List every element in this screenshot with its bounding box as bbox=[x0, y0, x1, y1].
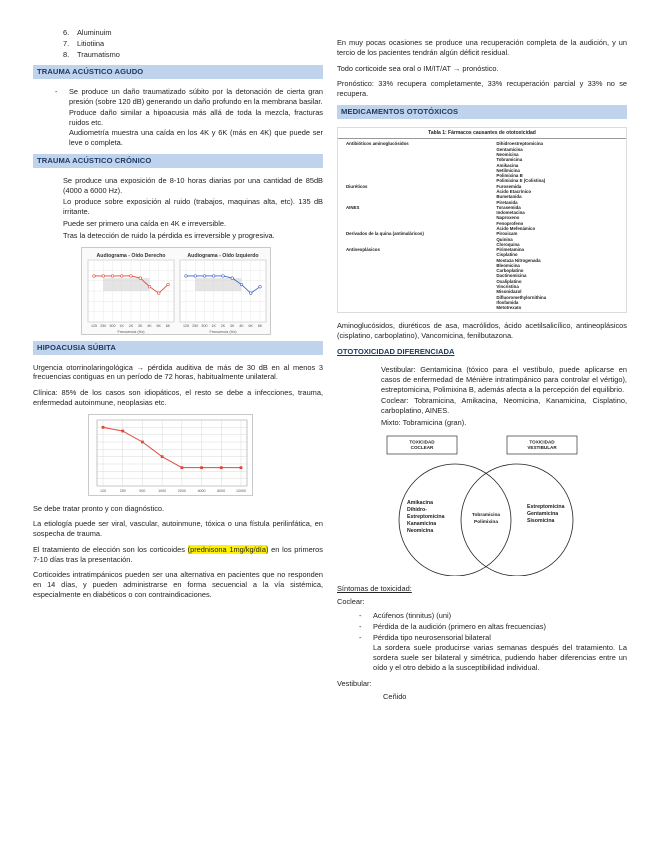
tick-label: 1K bbox=[119, 323, 124, 328]
table-cell: Carboplatino bbox=[496, 268, 524, 274]
table-cell: Fenoprofeno bbox=[496, 220, 524, 226]
section-header-medicamentos: MEDICAMENTOS OTOTÓXICOS bbox=[337, 105, 627, 119]
tick-label: 12000 bbox=[236, 488, 246, 493]
tick-label: 500 bbox=[201, 323, 208, 328]
table-cell: Naproxeno bbox=[496, 215, 520, 221]
table-cell: Mostaza Nitrogenada bbox=[496, 257, 541, 263]
paragraph: Corticoides intratimpánicos pueden ser una alternativa en pacientes que no responden en 14 días, y pueden administrarse en forma secuencial a la vía sistémica, especialmente en diabéticos o con contraindicaciones. bbox=[33, 570, 323, 599]
venn-item: Polimixina bbox=[474, 519, 498, 525]
data-point bbox=[130, 274, 133, 277]
data-point bbox=[102, 426, 105, 429]
paragraph: El tratamiento de elección son los corticoides (prednisona 1mg/kg/día) en los primeros 7-10 días tras la presentación. bbox=[33, 544, 323, 564]
paragraph: Lo produce sobre exposición al ruido (trabajos, maquinas alta, etc). 135 dB irritante. bbox=[63, 197, 323, 217]
numbered-list bbox=[63, 28, 323, 59]
tick-label: 1K bbox=[211, 323, 216, 328]
venn-item: Neomicina bbox=[407, 527, 434, 534]
coclear-label: Coclear: bbox=[337, 597, 365, 607]
paragraph: Coclear: Tobramicina, Amikacina, Neomicina, Kanamicina, Cisplatino, carboplatino, AINES. bbox=[381, 396, 627, 416]
table-cell: Tobramicina bbox=[496, 157, 523, 163]
data-point bbox=[157, 291, 160, 294]
list-item: 7. Litiotiina bbox=[63, 38, 105, 48]
data-point bbox=[249, 291, 252, 294]
table-cell: Dactinomicina bbox=[496, 273, 527, 279]
tick-label: 3K bbox=[138, 323, 143, 328]
table-cell: Pirimetamina bbox=[496, 247, 524, 253]
data-point bbox=[167, 283, 170, 286]
venn-item: Estreptomicina bbox=[527, 503, 565, 510]
tick-label: 8K bbox=[165, 323, 171, 328]
data-point bbox=[161, 455, 164, 458]
data-point bbox=[231, 276, 234, 279]
paragraph: Vestibular: Gentamicina (tóxico para el vestíbulo, puede aplicarse en casos de enfermedad de Ménière intratimpánico para controlar el vértigo), estreptomicina, Polimixina B, además afecta a la percepción del equilibrio. bbox=[381, 364, 627, 394]
right-column bbox=[337, 38, 627, 702]
audiogram-figure bbox=[81, 247, 271, 335]
left-column bbox=[33, 28, 323, 606]
table-row bbox=[338, 305, 626, 310]
data-point bbox=[102, 274, 105, 277]
paragraph: La etiología puede ser viral, vascular, autoinmune, tóxica o una fístula perilinfática, en sospecha de trauma. bbox=[33, 519, 323, 539]
section-header-hipoacusia-subita: HIPOACUSIA SÚBITA bbox=[33, 341, 323, 355]
venn-left-label: TOXICIDAD COCLEAR bbox=[409, 439, 435, 450]
data-point bbox=[212, 274, 215, 277]
venn-item: Sisomicina bbox=[527, 517, 555, 524]
table-cell: Bleomicina bbox=[496, 262, 520, 268]
data-point bbox=[139, 276, 142, 279]
venn-svg bbox=[377, 434, 597, 576]
ototoxicidad-text bbox=[381, 365, 627, 428]
venn-item: Tobramicina bbox=[471, 512, 501, 518]
coclear-list bbox=[359, 611, 627, 673]
table-cell: Antineoplásicos bbox=[346, 247, 380, 253]
table-cell: Misonidazol bbox=[496, 289, 522, 295]
trauma-agudo-list bbox=[55, 87, 323, 148]
data-point bbox=[148, 285, 151, 288]
data-point bbox=[185, 274, 188, 277]
paragraph: Aminoglucósidos, diuréticos de asa, macrólidos, ácido acetilsalicílico, antineoplásicos (cisplatino, carboplatino), Vancomicina, fenilbutazona. bbox=[337, 321, 627, 341]
tick-label: 4K bbox=[239, 323, 244, 328]
audiogram-chart bbox=[82, 248, 272, 336]
list-item: - Pérdida tipo neurosensorial bilateral bbox=[359, 633, 627, 643]
table-cell: Amikacina bbox=[496, 162, 519, 168]
tick-label: 2000 bbox=[177, 488, 186, 493]
venn-item: Gentamicina bbox=[527, 510, 559, 517]
data-point bbox=[121, 429, 124, 432]
table-cell: Ácido Etacrínico bbox=[496, 188, 532, 194]
list-item: La sordera suele producirse varias semanas después del tratamiento. La sordera suele ser bilateral y simétrica, pudiendo haber diferencias entre un oído y el otro debido a la susceptibilidad individual. bbox=[373, 643, 627, 672]
list-item: - Pérdida de la audición (primero en altas frecuencias) bbox=[359, 622, 627, 632]
table-cell: Furosemida bbox=[496, 183, 522, 189]
table-cell: Ifosfamida bbox=[496, 299, 519, 305]
vestibular-label: Vestibular: bbox=[337, 678, 372, 688]
data-point bbox=[200, 466, 203, 469]
trauma-cronico-text bbox=[63, 176, 323, 241]
tick-label: 2K bbox=[220, 323, 226, 328]
tick-label: 125 bbox=[91, 323, 97, 328]
tick-label: 250 bbox=[100, 323, 107, 328]
table-cell: Antibióticos aminoglucósidos bbox=[346, 141, 409, 147]
table-cell: Dihidroestreptomicina bbox=[496, 141, 543, 147]
tick-label: 6K bbox=[248, 323, 253, 328]
data-point bbox=[220, 466, 223, 469]
list-item: - Acúfenos (tinnitus) (uni) bbox=[359, 611, 627, 621]
list-item: - Se produce un daño traumatizado súbito por la detonación de cierta gran presión (sobre 120 dB) generando un daño profundo en la membrana basilar. bbox=[55, 87, 323, 107]
section-header-trauma-agudo: TRAUMA ACÚSTICO AGUDO bbox=[33, 65, 323, 79]
table-cell bbox=[338, 305, 496, 310]
tick-label: 250 bbox=[192, 323, 199, 328]
tick-label: 125 bbox=[183, 323, 189, 328]
table-cell: Quinina bbox=[496, 236, 513, 242]
data-point bbox=[141, 440, 144, 443]
sintomas-title: Síntomas de toxicidad: bbox=[337, 583, 412, 593]
paragraph: En muy pocas ocasiones se produce una recuperación completa de la audición, y un tercio de los pacientes tendrán algún déficit residual. bbox=[337, 38, 627, 57]
tick-label: 2K bbox=[128, 323, 134, 328]
table-cell: Polimixina E (Colistina) bbox=[496, 178, 546, 184]
audiogram-title: Audiograma - Oído Derecho bbox=[96, 252, 166, 259]
table-cell: AINES bbox=[346, 204, 360, 210]
paragraph: Tras la detección de ruido la pérdida es irreversible y progresiva. bbox=[63, 230, 275, 240]
table-cell: Neomicina bbox=[496, 152, 519, 157]
data-point bbox=[259, 285, 262, 288]
data-point bbox=[120, 274, 123, 277]
hearing-loss-chart bbox=[89, 415, 254, 497]
table-cell: Diuréticos bbox=[346, 183, 368, 189]
table-cell: Cloroquina bbox=[496, 241, 520, 247]
data-point bbox=[180, 466, 183, 469]
ototoxic-drugs-table bbox=[337, 127, 627, 314]
table-cell: Derivados de la quina (antimaláricos) bbox=[346, 231, 424, 237]
tick-label: 6K bbox=[156, 323, 161, 328]
paragraph: Urgencia otorrinolaringológica → pérdida auditiva de más de 30 dB en al menos 3 frecuencias contiguas en un período de 72 horas, habitualmente unilateral. bbox=[33, 362, 323, 382]
data-point bbox=[222, 274, 225, 277]
list-item: Produce daño similar a hipoacusia más allá de toda la mezcla, fracturas ruidos etc. bbox=[69, 107, 323, 127]
table-cell: Indometacina bbox=[496, 210, 525, 216]
venn-item: Kanamicina bbox=[407, 520, 437, 527]
axis-label: Frecuencia (Hz) bbox=[209, 329, 237, 334]
tick-label: 1000 bbox=[158, 488, 167, 493]
list-item: Audiometría muestra una caída en los 4K y 6K (más en 4K) que puede ser leve o completa. bbox=[69, 128, 323, 148]
section-header-ototoxicidad-diferenciada: OTOTOXICIDAD DIFERENCIADA bbox=[337, 346, 455, 356]
paragraph: Clínica: 85% de los casos son idiopáticos, el resto se debe a infecciones, trauma, enfermedad autoinmune, neoplasias etc. bbox=[33, 388, 323, 407]
data-point bbox=[203, 274, 206, 277]
table-cell: Ácido Mefenámico bbox=[496, 225, 536, 231]
table-title: Tabla 1: Fármacos causantes de ototoxicidad bbox=[338, 128, 626, 140]
venn-right-label: TOXICIDAD VESTIBULAR bbox=[527, 439, 557, 450]
section-header-trauma-cronico: TRAUMA ACÚSTICO CRÓNICO bbox=[33, 154, 323, 168]
venn-item: Estreptomicina bbox=[407, 513, 445, 520]
paragraph: Todo corticoide sea oral o IM/IT/AT → pronóstico. bbox=[337, 63, 499, 73]
highlighted-text: (prednisona 1mg/kg/día) bbox=[187, 544, 269, 554]
tick-label: 4K bbox=[147, 323, 152, 328]
data-point bbox=[194, 274, 197, 277]
data-point bbox=[111, 274, 114, 277]
table-cell: Bumetanida bbox=[496, 194, 522, 200]
table-cell: Vincristina bbox=[496, 284, 519, 290]
tick-label: 3K bbox=[230, 323, 235, 328]
venn-diagram bbox=[377, 434, 597, 576]
hearing-loss-figure bbox=[88, 414, 253, 496]
table-cell: Polimixina B bbox=[496, 173, 523, 179]
table-cell: Netilmicina bbox=[496, 167, 520, 173]
tick-label: 8000 bbox=[217, 488, 226, 493]
paragraph: Puede ser primero una caída en 4K e irreversible. bbox=[63, 218, 227, 228]
list-item: 6. Aluminuim bbox=[63, 28, 112, 37]
table-cell: Metotrexato bbox=[496, 305, 522, 311]
table-cell: Torasemida bbox=[496, 204, 521, 210]
tick-label: 4000 bbox=[197, 488, 206, 493]
vestibular-item: Ceñido bbox=[383, 692, 407, 702]
table-cell: Gentamicina bbox=[496, 146, 523, 152]
list-item: 8. Traumatismo bbox=[63, 49, 120, 59]
table-cell: Oxaliplatino bbox=[496, 278, 522, 284]
data-point bbox=[240, 466, 243, 469]
paragraph: Se debe tratar pronto y con diagnóstico. bbox=[33, 503, 165, 513]
tick-label: 500 bbox=[139, 488, 146, 493]
paragraph: Mixto: Tobramicina (gran). bbox=[381, 417, 467, 427]
audiogram-title: Audiograma - Oído Izquierdo bbox=[187, 252, 259, 259]
audiogram-panel-right-ear bbox=[88, 253, 174, 334]
axis-label: Frecuencia (Hz) bbox=[117, 329, 145, 334]
table-body bbox=[338, 139, 626, 312]
table-cell: Difluoromethylornithina bbox=[496, 294, 547, 300]
table-cell: Piretanida bbox=[496, 199, 518, 205]
tick-label: 500 bbox=[109, 323, 116, 328]
tick-label: 125 bbox=[100, 488, 106, 493]
venn-item: Amikacina bbox=[407, 499, 433, 506]
venn-item: Dihidro- bbox=[407, 506, 427, 513]
table-cell: Piroxicam bbox=[496, 231, 518, 237]
tick-label: 8K bbox=[257, 323, 263, 328]
tick-label: 250 bbox=[119, 488, 126, 493]
paragraph: Pronóstico: 33% recupera completamente, 33% recuperación parcial y 33% no se recupera. bbox=[337, 79, 627, 99]
paragraph: Se produce una exposición de 8-10 horas diarias por una cantidad de 85dB (4000 a 6000 Hz). bbox=[63, 175, 323, 195]
data-point bbox=[93, 274, 96, 277]
data-point bbox=[240, 283, 243, 286]
audiogram-panel-left-ear bbox=[180, 253, 266, 334]
table-cell: Cisplatino bbox=[496, 252, 518, 258]
